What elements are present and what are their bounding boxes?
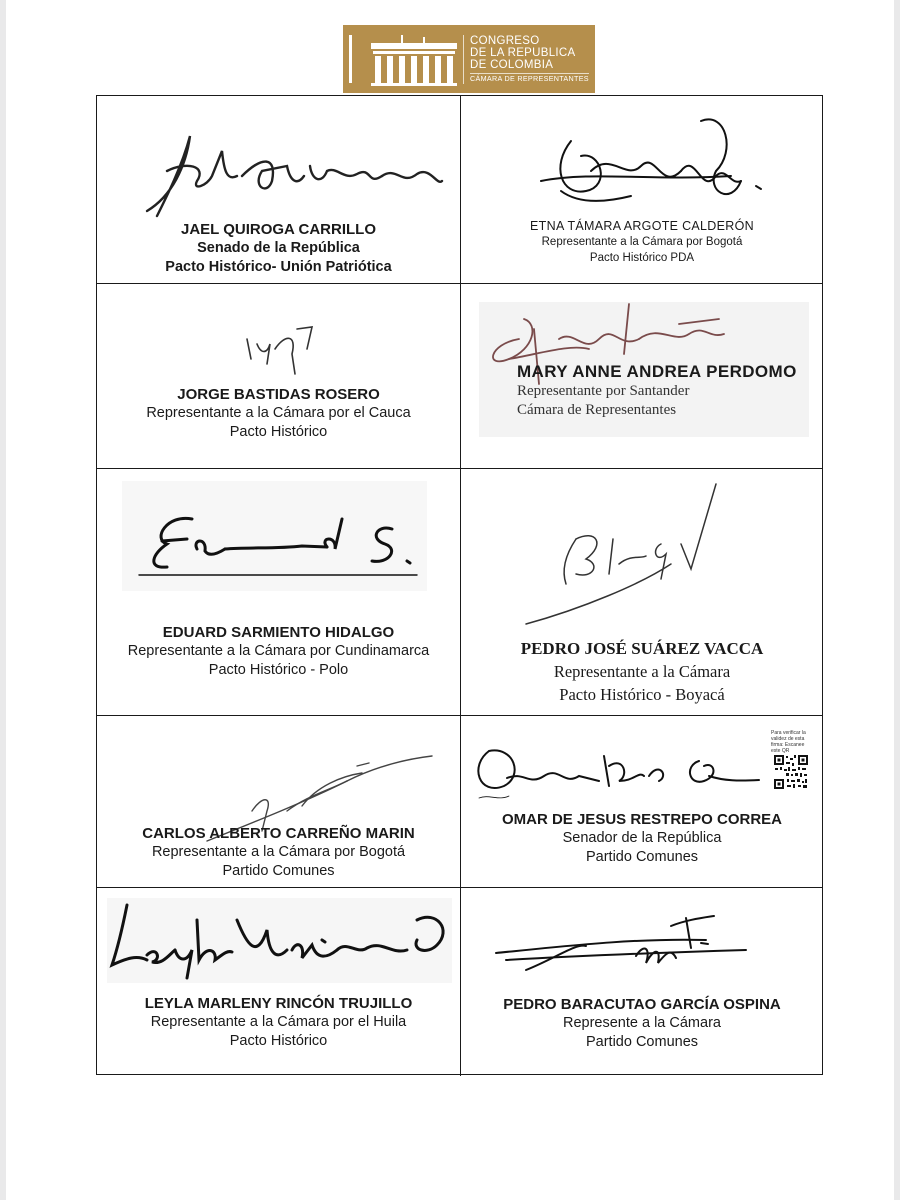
signatory-party: Partido Comunes xyxy=(585,849,699,865)
signatory-role: Representante por Santander xyxy=(517,383,690,399)
congress-logo xyxy=(343,25,595,93)
signatory-name: JAEL QUIROGA CARRILLO xyxy=(180,221,376,238)
signatory-info xyxy=(461,810,823,867)
signature-cell-rincon xyxy=(97,888,460,1076)
signatory-name: OMAR DE JESUS RESTREPO CORREA xyxy=(501,811,783,828)
signatory-role: Representante a la Cámara xyxy=(553,662,731,681)
signature-cell-quiroga xyxy=(97,96,460,283)
signatory-info xyxy=(517,362,817,420)
signature-cell-argote xyxy=(461,96,823,283)
signature-image-bastidas xyxy=(237,319,327,379)
logo-line-1: CONGRESO xyxy=(470,34,540,47)
signatory-role: Senado de la República xyxy=(197,240,360,256)
signature-cell-restrepo xyxy=(461,716,823,887)
signatory-info xyxy=(461,637,823,706)
signatory-role: Represente a la Cámara xyxy=(563,1015,721,1031)
signatory-name: CARLOS ALBERTO CARREÑO MARIN xyxy=(142,825,415,842)
qr-verification-note: Para verificar la validez de esta firma: Escanee este QR xyxy=(771,730,806,754)
signatory-party: Pacto Histórico - Polo xyxy=(208,662,349,678)
logo-line-3: DE COLOMBIA xyxy=(470,58,554,71)
signatory-role: Representante a la Cámara por el Huila xyxy=(150,1014,407,1030)
signature-table xyxy=(96,95,823,1075)
document-page xyxy=(6,0,894,1200)
signatory-role: Representante a la Cámara por Bogotá xyxy=(541,236,743,248)
signature-cell-suarez xyxy=(461,469,823,715)
signature-image-quiroga xyxy=(112,126,442,221)
table-row xyxy=(97,716,822,888)
signatory-party: Pacto Histórico xyxy=(229,424,328,440)
signatory-name: ETNA TÁMARA ARGOTE CALDERÓN xyxy=(530,219,754,233)
signatory-role: Representante a la Cámara por el Cauca xyxy=(146,405,411,421)
signature-cell-bastidas xyxy=(97,284,460,468)
signatory-name: MARY ANNE ANDREA PERDOMO xyxy=(517,362,797,381)
signatory-party: Pacto Histórico PDA xyxy=(589,252,695,264)
signatory-info xyxy=(97,385,460,442)
signatory-party: Pacto Histórico xyxy=(229,1033,328,1049)
signature-image-suarez xyxy=(521,484,741,629)
signature-image-restrepo xyxy=(469,736,774,806)
signature-cell-carreno xyxy=(97,716,460,887)
signatory-info xyxy=(97,220,460,277)
table-row xyxy=(97,96,822,284)
signatory-name: PEDRO JOSÉ SUÁREZ VACCA xyxy=(520,639,764,658)
logo-line-2: DE LA REPUBLICA xyxy=(470,46,576,59)
signatory-name: JORGE BASTIDAS ROSERO xyxy=(177,386,380,403)
signatory-info xyxy=(97,994,460,1051)
signatory-role: Representante a la Cámara por Cundinamarca xyxy=(127,643,430,659)
signatory-info xyxy=(461,218,823,266)
table-row xyxy=(97,284,822,469)
signatory-name: PEDRO BARACUTAO GARCÍA OSPINA xyxy=(503,996,781,1013)
capitol-building-icon xyxy=(343,25,463,93)
table-row xyxy=(97,469,822,716)
signature-image-rincon xyxy=(107,900,452,980)
signatory-party: Cámara de Representantes xyxy=(517,402,677,418)
signatory-party: Pacto Histórico- Unión Patriótica xyxy=(165,259,392,275)
signatory-party: Pacto Histórico - Boyacá xyxy=(559,685,725,704)
signatory-name: EDUARD SARMIENTO HIDALGO xyxy=(162,624,395,641)
signature-image-sarmiento xyxy=(137,499,437,584)
signature-cell-sarmiento xyxy=(97,469,460,715)
qr-code-icon[interactable] xyxy=(773,754,809,790)
signatory-party: Partido Comunes xyxy=(222,863,335,879)
signatory-party: Partido Comunes xyxy=(585,1034,699,1050)
signature-image-argote xyxy=(531,111,771,221)
logo-text xyxy=(463,35,589,84)
signature-cell-perdomo xyxy=(461,284,823,468)
signatory-info xyxy=(97,623,460,680)
table-row xyxy=(97,888,822,1076)
signatory-role: Senador de la República xyxy=(562,830,722,846)
signatory-role: Representante a la Cámara por Bogotá xyxy=(151,844,406,860)
signatory-info xyxy=(97,824,460,881)
signature-image-garcia xyxy=(486,908,766,978)
signature-cell-garcia xyxy=(461,888,823,1076)
signatory-name: LEYLA MARLENY RINCÓN TRUJILLO xyxy=(144,995,413,1012)
signatory-info xyxy=(461,995,823,1052)
logo-line-4: CÁMARA DE REPRESENTANTES xyxy=(470,73,589,83)
